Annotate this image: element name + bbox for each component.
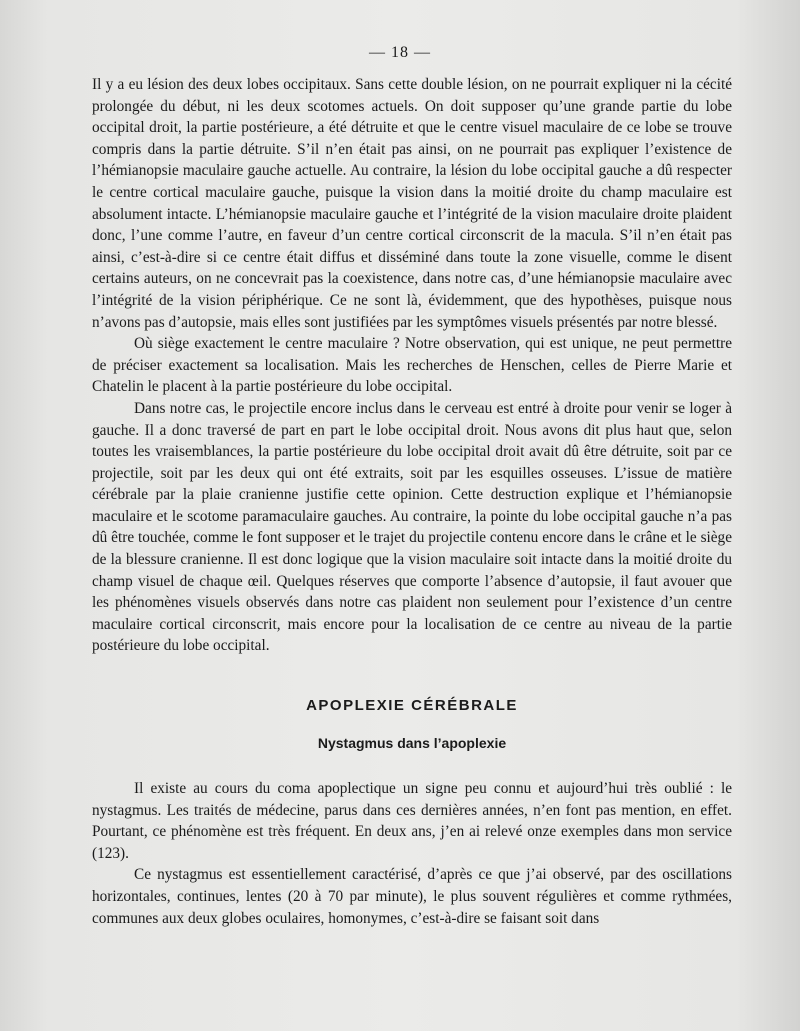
section-subtitle: Nystagmus dans l’apoplexie	[317, 735, 507, 752]
body-paragraph: Où siège exactement le centre maculaire ? Notre observation, qui est unique, ne peut permettre de préciser exactement sa localisation. Mais les recherches de Henschen, celles de Pierre Marie et Chatelin le placent à la partie postérieure du lobe occipital.	[92, 335, 732, 396]
body-paragraph: Il existe au cours du coma apoplectique un signe peu connu et aujourd’hui très oublié : le nystagmus. Les traités de médecine, parus dans ces dernières années, n’en font pas mention, en effet. Pourtant, ce phénomène est très fréquent. En deux ans, j’en ai relevé onze exemples dans mon service (123).	[92, 780, 732, 862]
page-body	[92, 74, 732, 929]
body-paragraph: Il y a eu lésion des deux lobes occipitaux. Sans cette double lésion, on ne pourrait expliquer ni la cécité prolongée du début, ni les deux scotomes actuels. On doit supposer qu’une grande partie du lobe occipital droit, la partie postérieure, a été détruite et que le centre visuel maculaire de ce lobe se trouve compris dans la partie détruite. S’il n’en était pas ainsi, on ne pourrait pas expliquer l’existence de l’hémianopsie maculaire gauche actuelle. Au contraire, la lésion du lobe occipital gauche a dû respecter le centre cortical maculaire gauche, puisque la vision dans la moitié droite du champ maculaire est absolument intacte. L’hémianopsie maculaire gauche et l’intégrité de la vision maculaire droite plaident donc, l’une comme l’autre, en faveur d’un centre cortical circonscrit de la macula. S’il n’en était pas ainsi, c’est-à-dire si ce centre était diffus et disséminé dans toute la zone visuelle, comme le disent certains auteurs, on ne concevrait pas la coexistence, dans notre cas, d’une hémianopsie maculaire avec l’intégrité de la vision périphérique. Ce ne sont là, évidemment, que des hypothèses, puisque nous n’avons pas d’autopsie, mais elles sont justifiées par les symptômes visuels présentés par notre blessé.	[92, 76, 732, 331]
body-paragraph: Dans notre cas, le projectile encore inclus dans le cerveau est entré à droite pour venir se loger à gauche. Il a donc traversé de part en part le lobe occipital droit. Nous avons dit plus haut que, selon toutes les vraisemblances, la partie postérieure du lobe occipital droit avait dû être détruite, soit par ce projectile, soit par les deux qui ont été extraits, soit par les esquilles osseuses. L’issue de matière cérébrale par la plaie cranienne justifie cette opinion. Cette destruction explique et l’hémianopsie maculaire et le scotome paramaculaire gauches. Au contraire, la pointe du lobe occipital gauche n’a pas dû être touchée, comme le font supposer et le trajet du projectile contenu encore dans le crâne et le siège de la blessure cranienne. Il est donc logique que la vision maculaire soit intacte dans la moitié droite du champ visuel de chaque œil. Quelques réserves que comporte l’absence d’autopsie, il faut avouer que les phénomènes visuels observés dans notre cas plaident non seulement pour l’existence d’un centre maculaire cortical circonscrit, mais encore pour la localisation de ce centre au niveau de la partie postérieure du lobe occipital.	[92, 399, 732, 655]
body-paragraph: Ce nystagmus est essentiellement caractérisé, d’après ce que j’ai observé, par des oscillations horizontales, continues, lentes (20 à 70 par minute), le plus souvent régulières et comme rythmées, communes aux deux globes oculaires, homonymes, c’est-à-dire se faisant soit dans	[92, 866, 732, 927]
page-number: — 18 —	[369, 44, 431, 61]
section-title: APOPLEXIE CÉRÉBRALE	[306, 697, 518, 715]
